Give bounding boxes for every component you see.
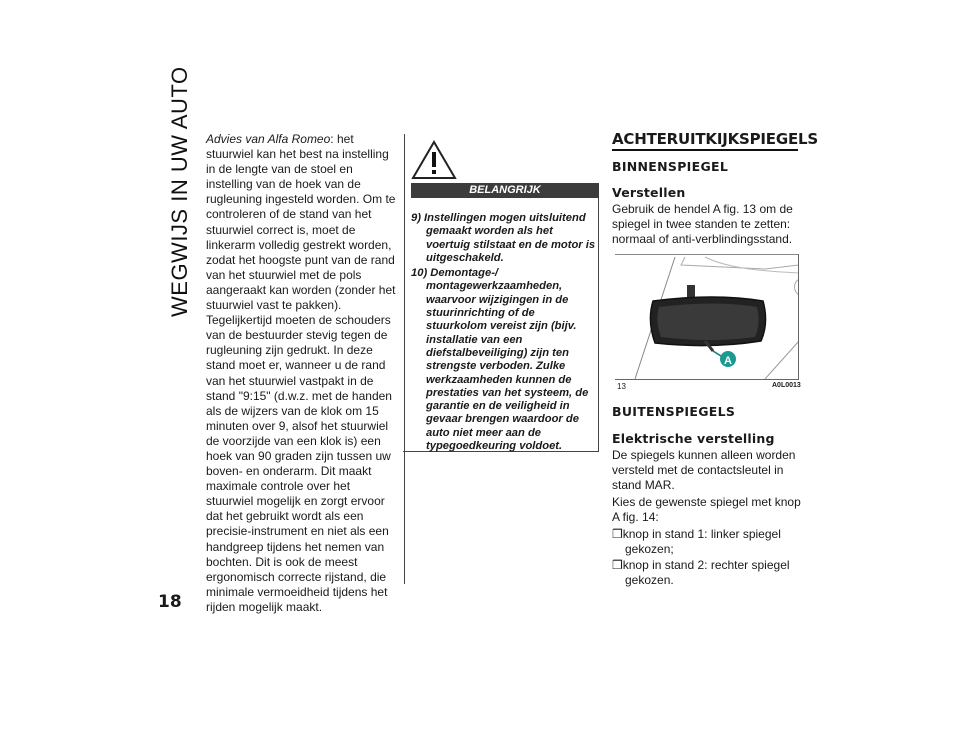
subheading-electric-adjust: Elektrische verstelling [612,431,775,446]
figure-number: 13 [617,382,626,391]
advice-body: : het stuurwiel kan het best na instelling in de lengte van de stoel en instelling van de hoek van de rugleuning ingesteld worden. Om te controleren of de stand van het stuurwiel correct is, moet de linkerarm volledig gestrekt worden, zodat het hoogste punt van de rand van het stuurwiel met de pols aangeraakt kan worden (zonder het stuurwiel vast te pakken). Tegelijkertijd moeten de schouders van de bestuurder stevig tegen de rugleuning zijn gedrukt. In deze stand moet er, wanneer u de rand van het stuurwiel vastpakt in de stand "9:15" (d.w.z. met de handen als de wijzers van de klok om 15 minuten over 9, alsof het stuurwiel de voorzijde van een klok is) een hoek van 90 graden zijn tussen uw boven- en onderarm. Dit maakt maximale controle over het stuurwiel mogelijk en zorgt ervoor dat het gebruikt wordt als een precisie-instrument en niet als een handgreep tijdens het nemen van bochten. Dit is ook de meest ergonomisch correcte rijstand, die minimale vermoeidheid tijdens het rijden mogelijk maakt. [206,132,396,614]
warning-label: BELANGRIJK [411,183,599,198]
warning-item: 9) Instellingen mogen uitsluitend gemaakt worden als het voertuig stilstaat en de motor is uitgeschakeld. [411,212,596,264]
list-item: ❒knop in stand 2: rechter spiegel gekozen. [612,558,790,588]
warning-item: 10) Demontage-/ montagewerkzaamheden, waarvoor wijzigingen in de stuurinrichting of de stuurkolom vereist zijn (bijv. installatie van een diefstalbeveiliging) zijn ten strengste verboden. Zulke werkzaamheden kunnen de prestaties van het systeem, de garantie en de veiligheid in gevaar brengen waardoor de auto niet meer aan de typegoedkeuring voldoet. [411,267,589,453]
warning-text [411,212,596,455]
section-heading: ACHTERUITKIJKSPIEGELS [612,130,798,151]
paragraph-adjust: Gebruik de hendel A fig. 13 om de spiegel in twee standen te zetten: normaal of anti-verblindingsstand. [612,202,793,247]
list-item: ❒knop in stand 1: linker spiegel gekozen; [612,527,781,557]
paragraph-select-mirror: Kies de gewenste spiegel met knop A fig. 14: [612,495,801,525]
subheading-interior-mirror: BINNENSPIEGEL [612,159,729,174]
advice-lead: Advies van Alfa Romeo [206,132,331,146]
steering-advice-paragraph [206,132,396,615]
side-section-title: WEGWIJS IN UW AUTO [167,66,192,317]
warning-icon [411,140,457,180]
subheading-adjust: Verstellen [612,185,686,200]
page-number: 18 [158,592,182,612]
subheading-exterior-mirrors: BUITENSPIEGELS [612,404,736,419]
figure-frame [615,254,799,380]
figure-code: A0L0013 [772,382,801,389]
figure-callout-a: A [724,355,732,367]
paragraph-ignition: De spiegels kunnen alleen worden versteld met de contactsleutel in stand MAR. [612,448,796,493]
